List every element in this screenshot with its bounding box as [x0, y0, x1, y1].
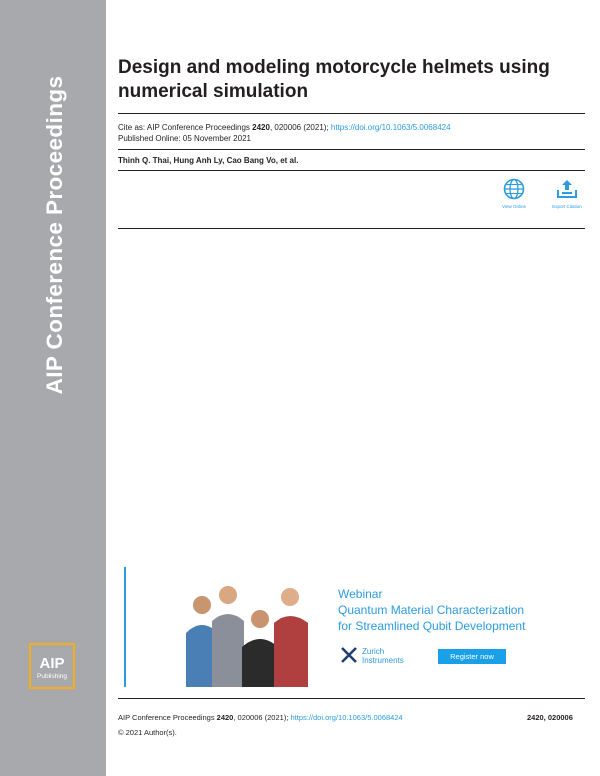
ad-headline-line2: for Streamlined Qubit Development [338, 619, 526, 633]
footer-page-ref: 2420, 020006 [527, 713, 573, 722]
globe-icon [503, 178, 525, 200]
ad-brand [362, 647, 404, 665]
webinar-advertisement[interactable] [124, 567, 576, 687]
export-citation-label: Export Citation [552, 204, 582, 209]
authors: Thinh Q. Thai, Hung Anh Ly, Cao Bang Vo, et al. [118, 156, 299, 165]
ad-brand-line1: Zurich [362, 647, 385, 656]
divider [118, 113, 585, 114]
person-4 [274, 588, 308, 687]
citation-line [118, 122, 451, 133]
article-title: Design and modeling motorcycle helmets using numerical simulation [118, 57, 550, 102]
ad-brand-line2: Instruments [362, 656, 404, 665]
ad-headline-line1: Quantum Material Characterization [338, 603, 525, 617]
published-date: Published Online: 05 November 2021 [118, 134, 251, 143]
footer-volume: 2420 [216, 713, 234, 722]
zurich-instruments-logo-icon [340, 646, 358, 664]
divider [118, 228, 585, 229]
sidebar [0, 0, 106, 776]
footer-doi-link[interactable]: https://doi.org/10.1063/5.0068424 [290, 713, 403, 722]
series-title: AIP Conference Proceedings [42, 75, 67, 395]
webinar-people-image [180, 575, 310, 687]
footer-citation [118, 713, 403, 723]
footer-prefix: AIP Conference Proceedings [118, 713, 217, 722]
ad-accent-bar [124, 567, 126, 687]
export-icon [556, 178, 578, 200]
cite-volume: 2420 [252, 123, 270, 132]
doi-link[interactable]: https://doi.org/10.1063/5.0068424 [330, 123, 451, 132]
aip-publishing-logo[interactable] [29, 643, 75, 689]
logo-top-text: AIP [39, 655, 65, 672]
ad-webinar-label: Webinar [338, 587, 383, 601]
divider [118, 149, 585, 150]
view-online-button[interactable] [489, 178, 539, 209]
person-3 [242, 610, 278, 687]
ad-headline [338, 602, 525, 634]
cite-suffix: , 020006 (2021); [269, 123, 331, 132]
register-now-button[interactable]: Register now [438, 649, 506, 664]
cite-prefix: Cite as: AIP Conference Proceedings [118, 123, 253, 132]
person-2 [212, 586, 244, 687]
divider [118, 170, 585, 171]
export-citation-button[interactable] [542, 178, 592, 209]
copyright: © 2021 Author(s). [118, 728, 177, 737]
footer-suffix: , 020006 (2021); [233, 713, 291, 722]
logo-bottom-text: Publishing [37, 673, 67, 680]
divider [118, 698, 585, 699]
view-online-label: View Online [502, 204, 526, 209]
